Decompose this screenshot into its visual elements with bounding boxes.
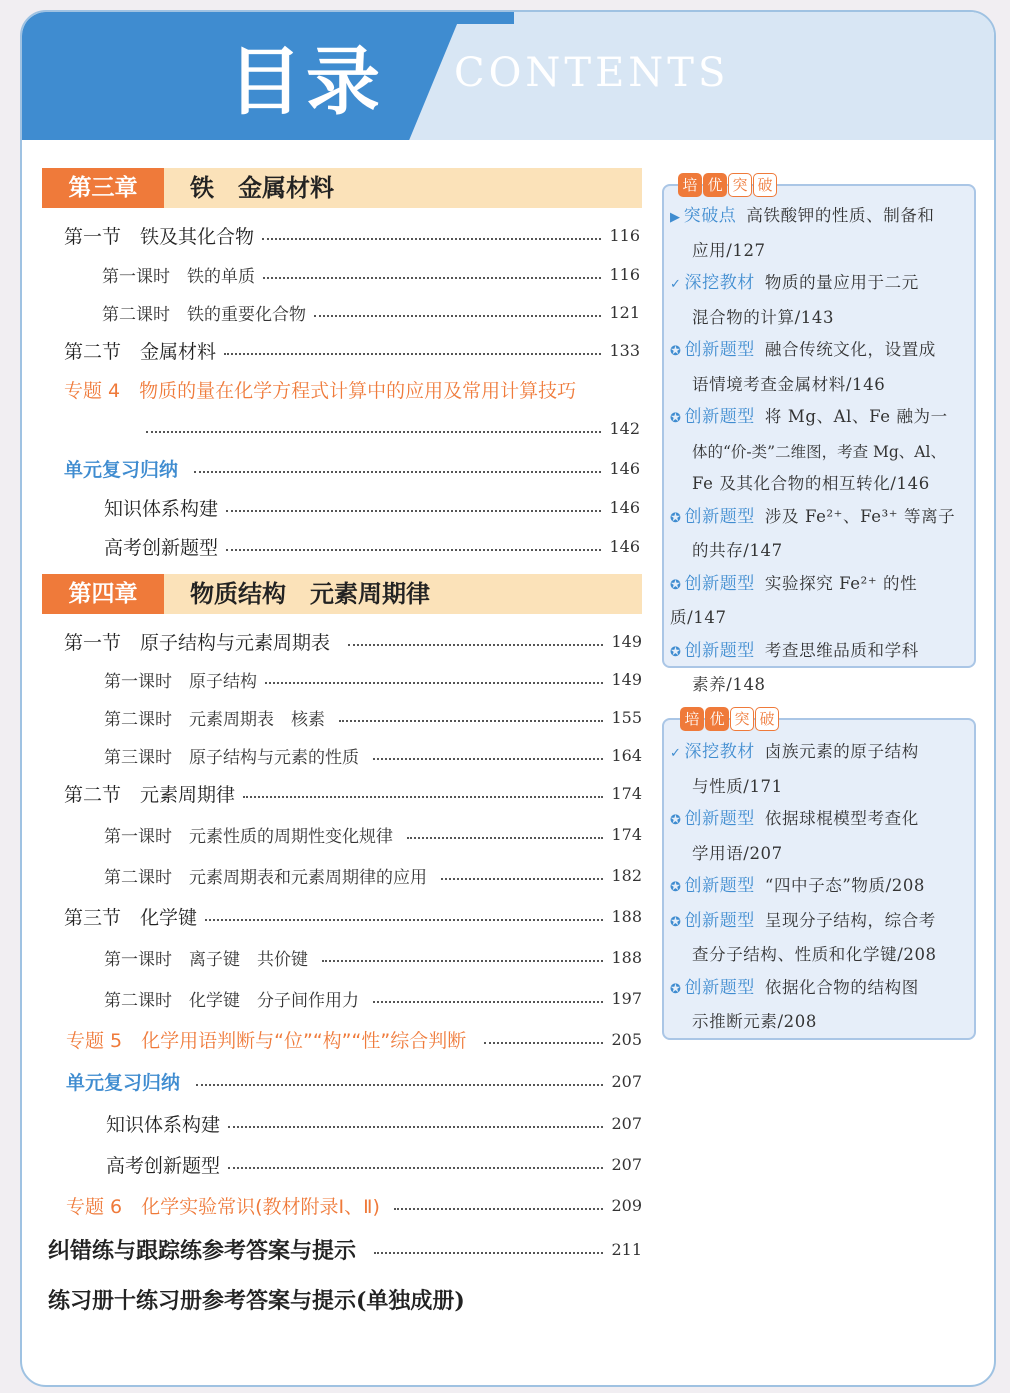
toc-label: 知识体系构建 bbox=[106, 1113, 221, 1136]
toc-row[interactable] bbox=[66, 1066, 642, 1096]
toc-row[interactable] bbox=[104, 819, 642, 849]
play-icon: ▶ bbox=[670, 210, 681, 225]
leader-dots bbox=[194, 471, 601, 473]
star-icon: ✪ bbox=[670, 510, 682, 526]
item-label: 创新题型 bbox=[684, 407, 755, 427]
box2-item[interactable] bbox=[670, 870, 970, 905]
leader-dots bbox=[373, 758, 603, 760]
leader-dots bbox=[224, 353, 601, 355]
leader-dots bbox=[263, 277, 601, 279]
leader-dots bbox=[265, 682, 603, 684]
star-icon: ✪ bbox=[670, 344, 682, 359]
item-label: 创新题型 bbox=[684, 809, 755, 829]
leader-dots bbox=[196, 1084, 603, 1086]
toc-row[interactable] bbox=[106, 1108, 642, 1138]
leader-dots bbox=[374, 1252, 603, 1254]
toc-label: 高考创新题型 bbox=[106, 1154, 221, 1177]
toc-page: 146 bbox=[609, 536, 640, 556]
toc-label: 专题 5 化学用语判断与“位”“构”“性”综合判断 bbox=[66, 1029, 467, 1052]
toc-label: 第二课时 元素周期表 核素 bbox=[104, 709, 325, 730]
item-text: 将 Mg、Al、Fe 融为一 bbox=[764, 407, 948, 426]
leader-dots bbox=[228, 1126, 603, 1128]
toc-label: 第二节 金属材料 bbox=[64, 340, 217, 363]
toc-row[interactable] bbox=[104, 740, 642, 770]
chapter3-tag: 第三章 bbox=[42, 168, 164, 208]
toc-page: 116 bbox=[609, 225, 640, 245]
box2-item[interactable] bbox=[670, 905, 970, 940]
toc-label: 高考创新题型 bbox=[104, 536, 219, 559]
box2-item[interactable] bbox=[670, 803, 970, 838]
leader-dots bbox=[243, 796, 603, 798]
item-label: 创新题型 bbox=[684, 876, 755, 896]
toc-page: 188 bbox=[611, 947, 642, 967]
item-text: 实验探究 Fe²⁺ 的性质/147 bbox=[670, 573, 918, 627]
toc-label: 第一课时 离子键 共价键 bbox=[104, 949, 308, 970]
toc-row[interactable] bbox=[102, 259, 640, 289]
box1-item[interactable] bbox=[670, 501, 970, 536]
toc-page: 155 bbox=[611, 707, 642, 727]
toc-row-topic6[interactable] bbox=[66, 1190, 642, 1220]
chapter4-tag: 第四章 bbox=[42, 574, 164, 614]
chapter3-heading bbox=[42, 168, 642, 208]
badge-char: 破 bbox=[753, 173, 777, 197]
item-label: 创新题型 bbox=[684, 640, 755, 661]
star-icon: ✪ bbox=[670, 914, 682, 930]
toc-page: 188 bbox=[611, 906, 642, 926]
badge-char: 培 bbox=[678, 173, 702, 197]
leader-dots bbox=[407, 837, 603, 839]
toc-page: 207 bbox=[611, 1071, 642, 1091]
item-text: “四中子态”物质/208 bbox=[764, 876, 926, 895]
toc-row[interactable] bbox=[104, 492, 640, 522]
toc-label: 第一课时 元素性质的周期性变化规律 bbox=[104, 826, 393, 847]
item-text: 呈现分子结构，综合考 bbox=[764, 910, 936, 930]
toc-page: 116 bbox=[609, 264, 640, 284]
item-text: 查分子结构、性质和化学键/208 bbox=[692, 945, 937, 964]
item-text: 应用/127 bbox=[692, 240, 766, 260]
item-label: 创新题型 bbox=[684, 910, 755, 931]
toc-page: 146 bbox=[609, 497, 640, 517]
toc-page: 149 bbox=[611, 669, 642, 689]
star-icon: ✪ bbox=[670, 411, 682, 426]
item-label: 突破点 bbox=[683, 206, 737, 226]
toc-page: 197 bbox=[611, 988, 642, 1008]
toc-page: 174 bbox=[611, 824, 642, 844]
toc-label: 单元复习归纳 bbox=[64, 458, 179, 481]
toc-page: 121 bbox=[609, 302, 640, 322]
badge-char: 突 bbox=[730, 707, 754, 731]
check-icon: ✓ bbox=[670, 277, 682, 292]
leader-dots bbox=[339, 720, 603, 722]
box1-item[interactable] bbox=[670, 401, 970, 436]
toc-label: 第二课时 化学键 分子间作用力 bbox=[104, 990, 359, 1011]
leader-dots bbox=[226, 510, 601, 512]
header-tab-decoration bbox=[422, 12, 514, 24]
toc-row[interactable] bbox=[64, 220, 640, 250]
toc-row[interactable] bbox=[64, 335, 640, 365]
toc-row-topic4[interactable] bbox=[64, 374, 640, 404]
toc-row[interactable] bbox=[64, 626, 642, 656]
toc-page: 149 bbox=[611, 631, 642, 651]
item-text: 的共存/147 bbox=[692, 541, 783, 560]
item-label: 深挖教材 bbox=[684, 273, 755, 293]
box2-item[interactable] bbox=[670, 972, 970, 1007]
toc-row[interactable] bbox=[104, 531, 640, 561]
badge-peiyou-tupo-2 bbox=[680, 707, 779, 731]
toc-label: 第二课时 铁的重要化合物 bbox=[102, 304, 306, 325]
toc-page: 207 bbox=[611, 1113, 642, 1133]
toc-label: 第三节 化学键 bbox=[64, 906, 198, 929]
check-icon: ✓ bbox=[670, 746, 682, 761]
leader-dots bbox=[322, 960, 603, 962]
leader-dots bbox=[373, 1001, 603, 1003]
leader-dots bbox=[394, 1208, 604, 1210]
toc-page: 142 bbox=[609, 418, 640, 438]
star-icon: ✪ bbox=[670, 577, 682, 593]
item-text: 涉及 Fe²⁺、Fe³⁺ 等离子 bbox=[764, 506, 956, 526]
badge-char: 破 bbox=[755, 707, 779, 731]
leader-dots bbox=[262, 238, 601, 240]
toc-label: 第三课时 原子结构与元素的性质 bbox=[104, 747, 359, 768]
toc-page: 182 bbox=[611, 865, 642, 885]
badge-char: 突 bbox=[728, 173, 752, 197]
box2-list bbox=[670, 736, 970, 1039]
box1-item[interactable] bbox=[670, 568, 970, 635]
toc-row[interactable] bbox=[104, 942, 642, 972]
toc-row-topic5[interactable] bbox=[66, 1024, 642, 1054]
item-text: 考查思维品质和学科 bbox=[764, 640, 919, 660]
item-text: 学用语/207 bbox=[692, 843, 783, 863]
star-icon: ✪ bbox=[670, 981, 682, 997]
box1-item[interactable] bbox=[670, 200, 970, 235]
toc-label: 第二节 元素周期律 bbox=[64, 783, 236, 806]
item-label: 深挖教材 bbox=[684, 742, 755, 762]
box1-list bbox=[670, 200, 970, 702]
leader-dots bbox=[348, 644, 603, 646]
toc-row[interactable] bbox=[104, 664, 642, 694]
box1-item[interactable] bbox=[670, 267, 970, 302]
box1-item[interactable] bbox=[670, 635, 970, 670]
item-label: 创新题型 bbox=[684, 573, 755, 594]
toc-page: 209 bbox=[611, 1195, 642, 1215]
leader-dots bbox=[441, 878, 603, 880]
toc-page: 164 bbox=[611, 745, 642, 765]
toc-row[interactable] bbox=[104, 702, 642, 732]
toc-row[interactable] bbox=[104, 983, 642, 1013]
item-text: 高铁酸钾的性质、制备和 bbox=[746, 206, 935, 225]
toc-page: 207 bbox=[611, 1154, 642, 1174]
leader-dots bbox=[228, 1167, 603, 1169]
leader-dots bbox=[146, 431, 601, 433]
item-text: 卤族元素的原子结构 bbox=[764, 742, 919, 761]
item-label: 创新题型 bbox=[684, 340, 755, 360]
leader-dots bbox=[484, 1042, 603, 1044]
chapter4-title: 物质结构 元素周期律 bbox=[190, 579, 430, 608]
toc-label: 专题 4 物质的量在化学方程式计算中的应用及常用计算技巧 bbox=[64, 379, 577, 402]
item-label: 创新题型 bbox=[684, 977, 755, 998]
contents-page bbox=[20, 10, 996, 1387]
toc-label: 第二课时 元素周期表和元素周期律的应用 bbox=[104, 867, 427, 888]
toc-label: 练习册十练习册参考答案与提示(单独成册) bbox=[48, 1287, 465, 1314]
item-text: 示推断元素/208 bbox=[692, 1012, 817, 1031]
box1-item[interactable] bbox=[670, 334, 970, 369]
item-text: 混合物的计算/143 bbox=[692, 307, 835, 327]
toc-page: 146 bbox=[609, 458, 640, 478]
star-icon: ✪ bbox=[670, 813, 682, 828]
toc-label: 单元复习归纳 bbox=[66, 1071, 181, 1094]
toc-row[interactable] bbox=[64, 453, 640, 483]
chapter3-title: 铁 金属材料 bbox=[190, 173, 334, 202]
toc-label: 第一课时 原子结构 bbox=[104, 671, 257, 692]
toc-row[interactable] bbox=[102, 297, 640, 327]
toc-label: 第一节 原子结构与元素周期表 bbox=[64, 631, 331, 654]
toc-row-topic4-page[interactable] bbox=[146, 413, 640, 443]
toc-row[interactable] bbox=[64, 901, 642, 931]
chapter4-heading bbox=[42, 574, 642, 614]
toc-page: 205 bbox=[611, 1029, 642, 1049]
page-title: 目录 bbox=[228, 39, 384, 125]
toc-page: 211 bbox=[611, 1239, 642, 1259]
toc-row-workbook[interactable] bbox=[48, 1284, 642, 1314]
toc-row[interactable] bbox=[106, 1149, 642, 1179]
badge-char: 优 bbox=[703, 173, 727, 197]
badge-char: 培 bbox=[680, 707, 704, 731]
toc-page: 174 bbox=[611, 783, 642, 803]
item-text: 融合传统文化，设置成 bbox=[764, 340, 936, 359]
leader-dots bbox=[226, 549, 601, 551]
item-text: 依据球棍模型考查化 bbox=[764, 809, 919, 828]
item-text: 体的“价-类”二维图，考查 Mg、Al、 bbox=[692, 442, 946, 461]
toc-page: 133 bbox=[609, 340, 640, 360]
box2-item[interactable] bbox=[670, 736, 970, 771]
item-text: 素养/148 bbox=[692, 675, 766, 694]
item-text: 与性质/171 bbox=[692, 776, 783, 796]
toc-label: 纠错练与跟踪练参考答案与提示 bbox=[48, 1237, 357, 1264]
toc-label: 专题 6 化学实验常识(教材附录Ⅰ、Ⅱ) bbox=[66, 1195, 380, 1218]
item-text: 依据化合物的结构图 bbox=[764, 977, 919, 997]
badge-char: 优 bbox=[705, 707, 729, 731]
leader-dots bbox=[205, 919, 603, 921]
item-text: Fe 及其化合物的相互转化/146 bbox=[692, 474, 930, 493]
toc-label: 知识体系构建 bbox=[104, 497, 219, 520]
toc-label: 第一课时 铁的单质 bbox=[102, 266, 255, 287]
badge-peiyou-tupo-1 bbox=[678, 173, 777, 197]
item-text: 物质的量应用于二元 bbox=[764, 273, 919, 292]
star-icon: ✪ bbox=[670, 880, 682, 895]
toc-row[interactable] bbox=[104, 860, 642, 890]
item-label: 创新题型 bbox=[684, 506, 755, 527]
page-subtitle: CONTENTS bbox=[454, 50, 730, 96]
toc-row-answers[interactable] bbox=[48, 1234, 642, 1264]
toc-label: 第一节 铁及其化合物 bbox=[64, 225, 255, 248]
star-icon: ✪ bbox=[670, 644, 682, 660]
toc-row[interactable] bbox=[64, 778, 642, 808]
item-text: 语情境考查金属材料/146 bbox=[692, 374, 886, 394]
leader-dots bbox=[314, 315, 601, 317]
